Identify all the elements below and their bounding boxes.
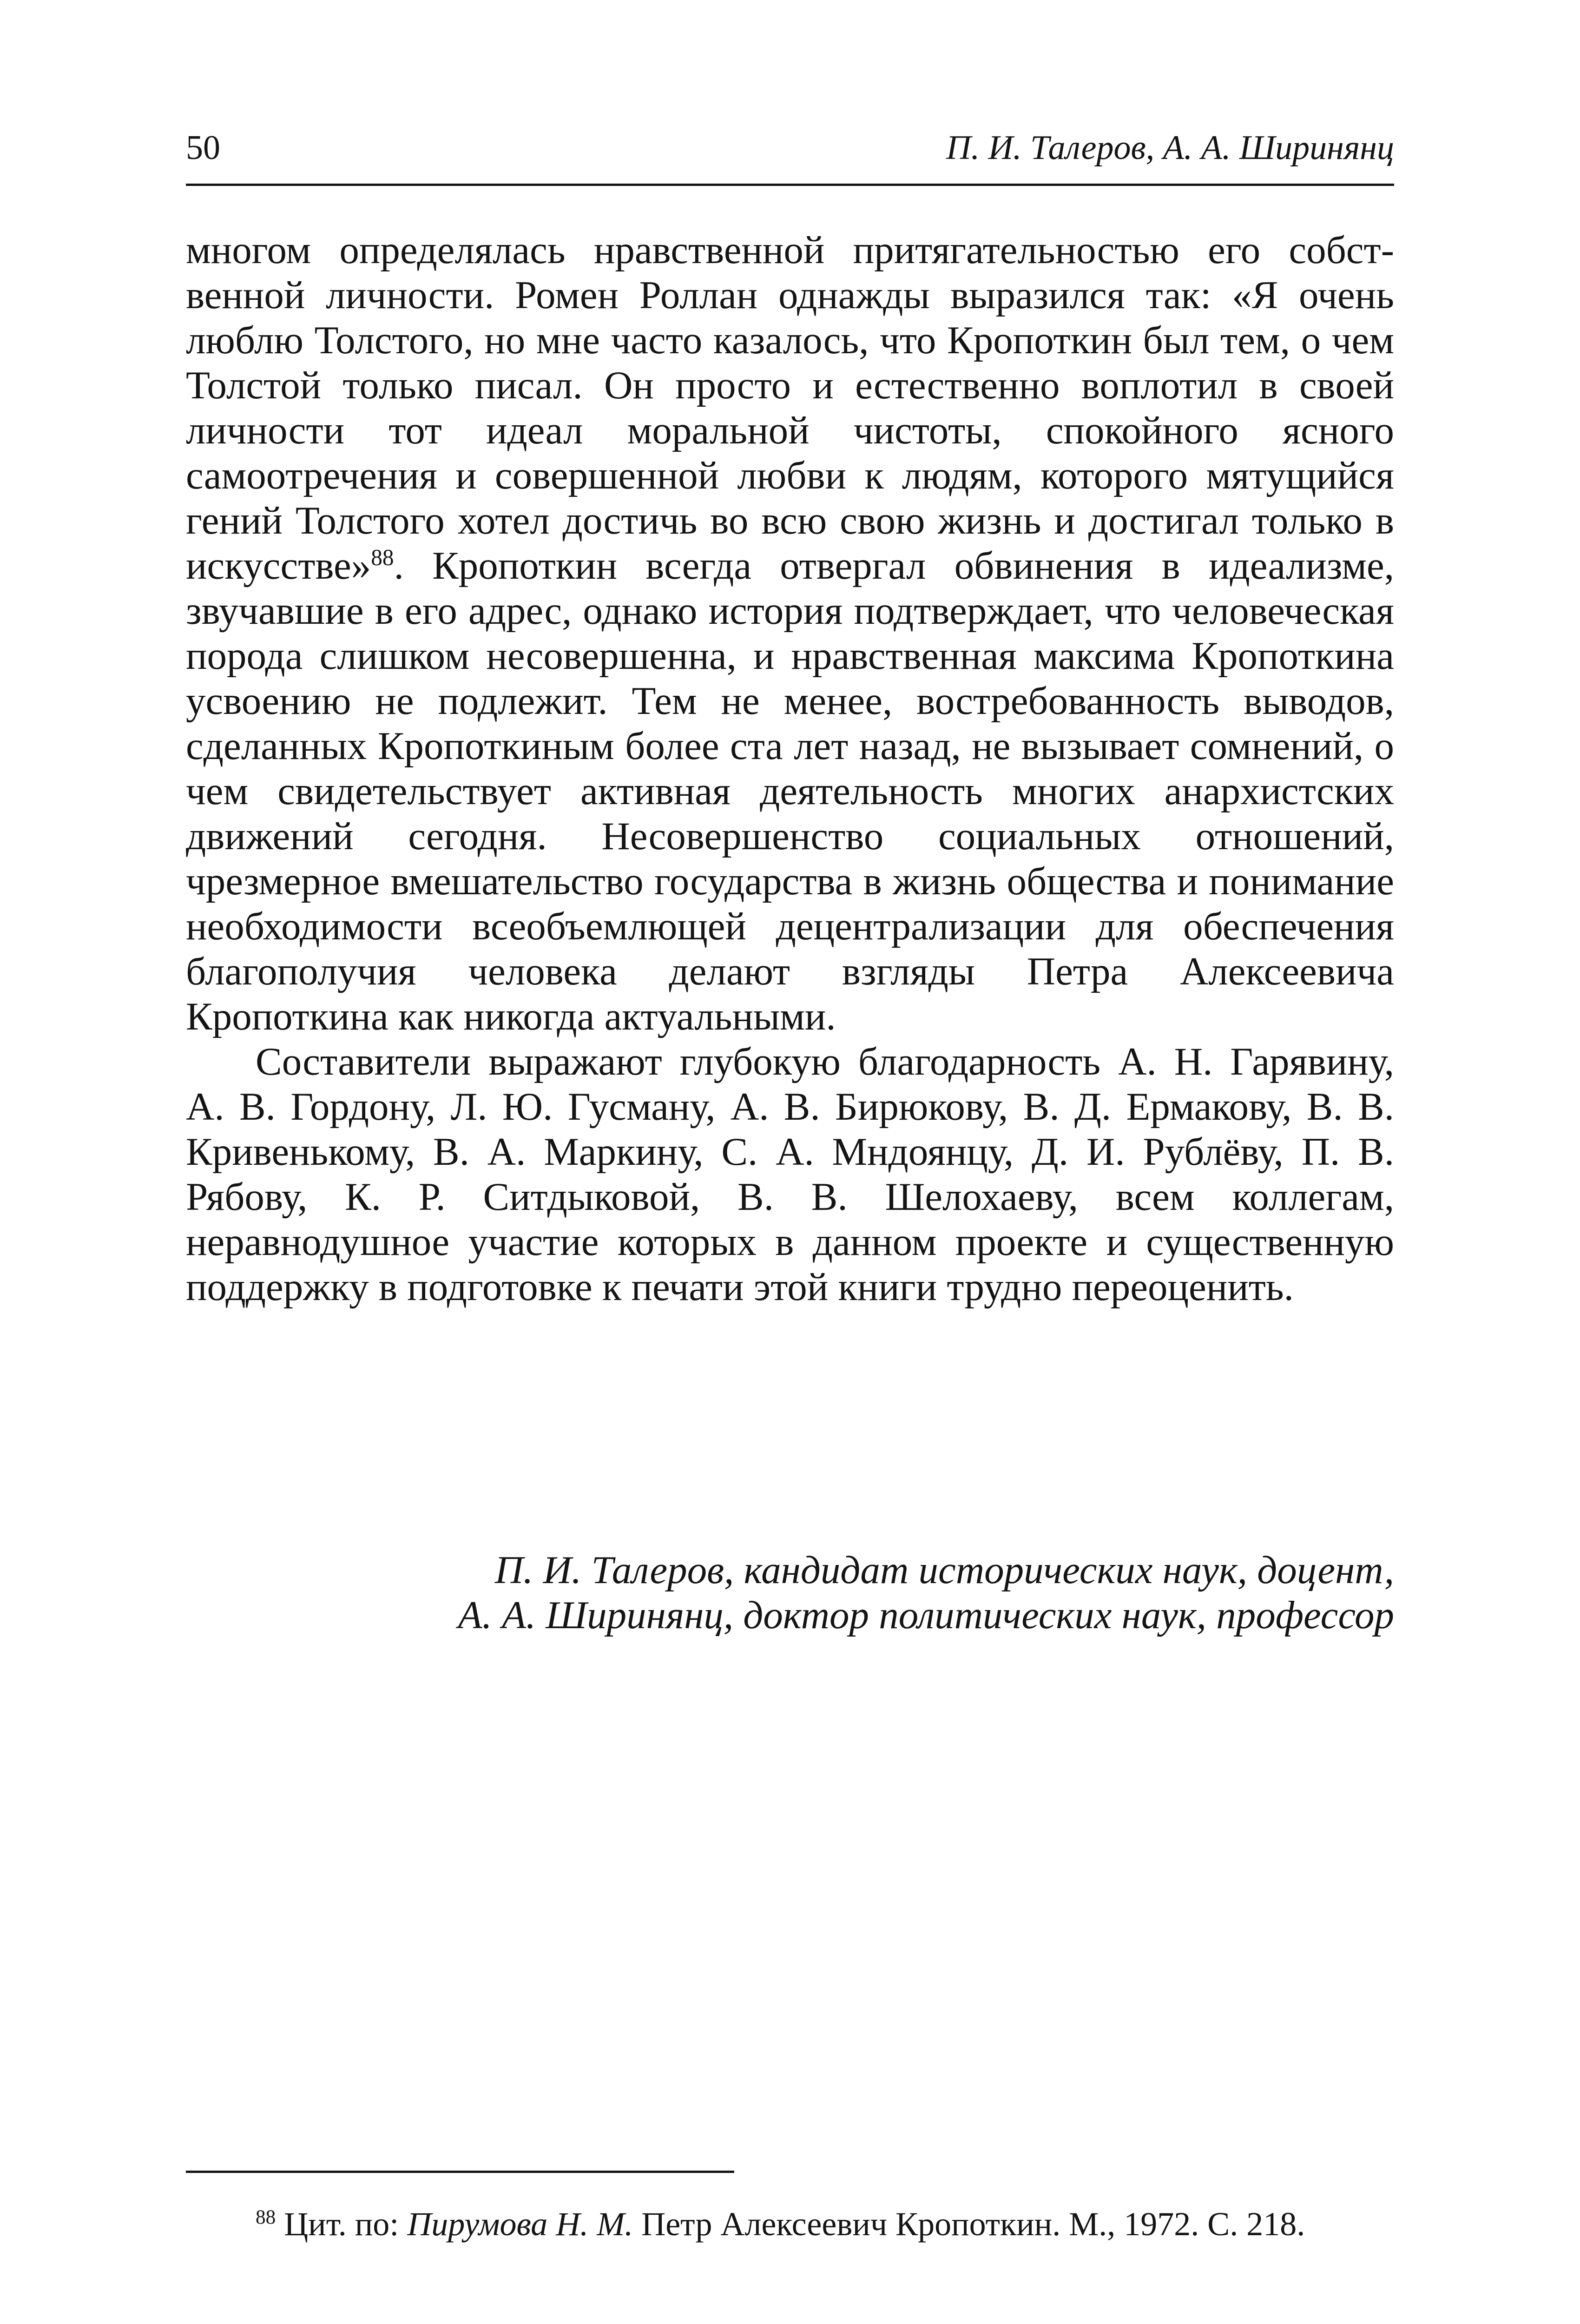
header-rule — [186, 184, 1394, 186]
footnote — [256, 2201, 1394, 2247]
body-text — [186, 228, 1394, 1310]
footnote-reference: 88 — [371, 544, 394, 570]
signature-block — [186, 1548, 1394, 1638]
footnote-prefix: Цит. по: — [284, 2205, 408, 2243]
signature-line-2: А. А. Ширинянц, доктор политических наук, профессор — [458, 1593, 1394, 1637]
footnote-rule — [186, 2171, 734, 2173]
footnote-author: Пирумова Н. М. — [407, 2205, 633, 2243]
page-number: 50 — [186, 129, 220, 167]
paragraph-2: Составители выражают глубокую благодарность А. Н. Гарявину, А. В. Гордону, Л. Ю. Гусману, А. В. Бирюкову, В. Д. Ермакову, В. В. Кривенькому, В. А. Маркину, С. А. Мндоянцу, Д. И. Рублёву, П. В. Рябову, К. Р. Ситдыковой, В. В. Шелохаеву, всем коллегам, неравнодушное участие которых в данном проекте и существенную поддержку в подготовке к печати этой книги трудно переоценить. — [186, 1040, 1394, 1309]
signature-line-1: П. И. Талеров, кандидат исторических наук, доцент, — [494, 1548, 1394, 1592]
footnote-citation: Петр Алексеевич Кропоткин. М., 1972. С. 218. — [633, 2205, 1305, 2243]
paragraph-1-text-b: . Кропоткин всегда отвергал обвинения в идеализме, звучавшие в его адрес, однако история подтверждает, что человеческая порода слишком несовершенна, и нравственная максима Кропоткина усвоению не подлежит. Тем не менее, востребованность выводов, сделанных Кропоткиным более ста лет назад, не вызывает сомнений, о чем свидетельствует активная деятельность многих анархистских движений сегодня. Несовершенство социальных отношений, чрезмерное вмешательство государства в жизнь общества и понимание необходимости всеобъемлющей децентрализации для обеспечения благополучия человека делают взгляды Петра Алексеевича Кропоткина как никогда актуальными. — [186, 544, 1394, 1038]
footnote-number: 88 — [256, 2206, 276, 2228]
running-head — [186, 120, 1394, 176]
paragraph-1 — [186, 228, 1394, 1039]
paragraph-1-text-a: многом определялась нравственной притягательностью его собственной личности. Ромен Роллан однажды выразился так: «Я очень люблю Толстого, но мне часто казалось, что Кропоткин был тем, о чем Толстой только писал. Он просто и естественно воплотил в своей личности тот идеал моральной чистоты, спокойного ясного самоотречения и совершенной любви к людям, которого мятущийся гений Толстого хотел достичь во всю свою жизнь и достигал только в искусстве» — [186, 228, 1394, 588]
running-head-authors: П. И. Талеров, А. А. Ширинянц — [946, 129, 1394, 167]
